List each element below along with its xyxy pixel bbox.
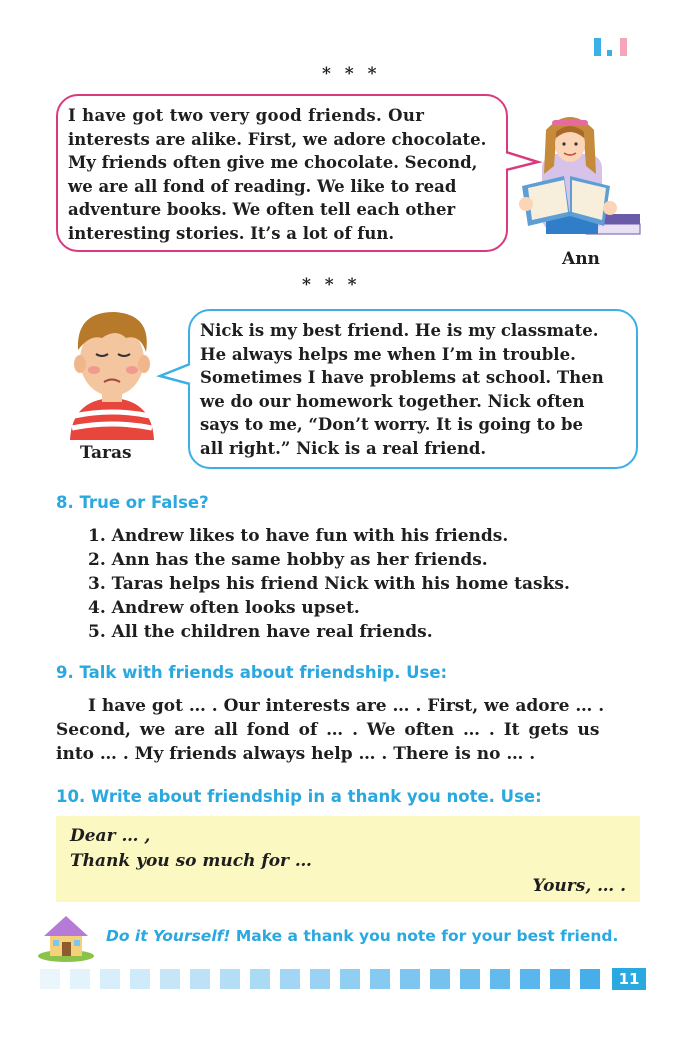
do-it-yourself-task xyxy=(106,927,618,945)
diy-text: Make a thank you note for your best friend. xyxy=(230,927,619,945)
list-item: 2. Ann has the same hobby as her friends. xyxy=(88,550,488,570)
bubble-line: My friends often give me chocolate. Second, xyxy=(68,153,478,173)
section-divider-stars: * * * xyxy=(302,275,361,295)
prompt-line: into … . My friends always help … . There is no … . xyxy=(56,744,536,764)
bubble-line: we are all fond of reading. We like to read xyxy=(68,176,457,196)
list-item: 3. Taras helps his friend Nick with his home tasks. xyxy=(88,574,570,594)
bubble-line: we do our homework together. Nick often xyxy=(200,391,585,411)
list-item: 5. All the children have real friends. xyxy=(88,622,433,642)
list-item: 4. Andrew often looks upset. xyxy=(88,598,360,618)
prompt-line: I have got … . Our interests are … . First, we adore … . xyxy=(88,696,605,716)
bubble-line: Nick is my best friend. He is my classmate. xyxy=(200,321,599,340)
section-divider-stars: * * * xyxy=(322,64,381,84)
bubble-line: Sometimes I have problems at school. Then xyxy=(200,368,604,388)
task-8-heading: 8. True or False? xyxy=(56,493,209,512)
header-mark xyxy=(594,38,634,56)
true-false-list xyxy=(88,524,570,644)
note-closing: Yours, … . xyxy=(532,876,626,896)
bubble-line: interesting stories. It’s a lot of fun. xyxy=(68,223,395,243)
prompt-line: Second, we are all fond of … . We often … . It gets us xyxy=(56,720,600,740)
speech-bubble-ann xyxy=(56,94,508,252)
task-9-prompt xyxy=(56,694,642,766)
bubble-line: interests are alike. First, we adore chocolate. xyxy=(68,129,487,149)
bubble-line: adventure books. We often tell each other xyxy=(68,200,456,220)
speech-bubble-taras xyxy=(188,309,638,469)
note-greeting: Dear … , xyxy=(70,826,151,846)
character-name-taras: Taras xyxy=(80,443,132,463)
task-10-heading: 10. Write about friendship in a thank you note. Use: xyxy=(56,787,542,806)
thank-you-note-template xyxy=(56,816,640,902)
boy-sad-illustration xyxy=(60,304,164,440)
bubble-line: all right.” Nick is a real friend. xyxy=(200,438,487,458)
girl-reading-illustration xyxy=(518,104,648,244)
page-number: 11 xyxy=(612,968,646,990)
diy-label: Do it Yourself! xyxy=(106,927,231,945)
task-9-heading: 9. Talk with friends about friendship. Use: xyxy=(56,663,448,682)
bubble-tail xyxy=(156,360,192,390)
bubble-line: He always helps me when I’m in trouble. xyxy=(200,344,576,364)
bubble-line: I have got two very good friends. Our xyxy=(68,106,425,125)
bubble-line: says to me, “Don’t worry. It is going to be xyxy=(200,415,583,435)
character-name-ann: Ann xyxy=(562,249,600,269)
note-body: Thank you so much for … xyxy=(70,851,312,871)
list-item: 1. Andrew likes to have fun with his friends. xyxy=(88,526,509,546)
house-icon xyxy=(36,912,98,962)
